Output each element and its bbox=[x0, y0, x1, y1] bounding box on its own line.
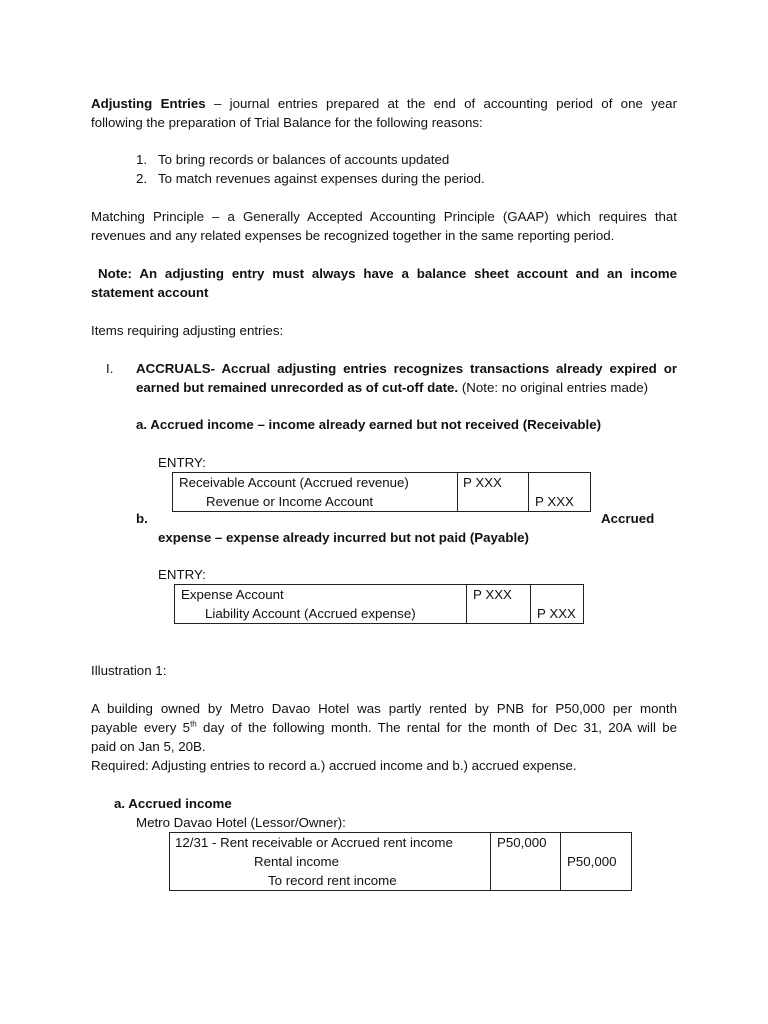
entry-debit-amount: P XXX bbox=[473, 587, 512, 602]
illustration-line-2-start: payable every 5 bbox=[91, 720, 191, 735]
entry-credit-amount: P XXX bbox=[537, 606, 576, 621]
accruals-note: (Note: no original entries made) bbox=[458, 380, 649, 395]
accruals-line-1: ACCRUALS- Accrual adjusting entries recognizes transactions already expired or bbox=[136, 361, 677, 376]
accrued-expense-word: Accrued bbox=[601, 511, 655, 526]
entry-debit-account: Expense Account bbox=[181, 587, 284, 602]
matching-line-2: revenues and any related expenses be recognized together in the same reporting period. bbox=[91, 228, 615, 243]
illustration-line-3: paid on Jan 5, 20B. bbox=[91, 739, 206, 754]
illustration-line-2-end: day of the following month. The rental for the month of Dec 31, 20A will be bbox=[196, 720, 677, 735]
entry-credit-account: Revenue or Income Account bbox=[206, 494, 374, 509]
table-divider bbox=[528, 473, 529, 511]
illustration-line-2 bbox=[91, 718, 677, 737]
entry-credit-account: Rental income bbox=[254, 854, 339, 869]
intro-line-2: following the preparation of Trial Balance for the following reasons: bbox=[91, 115, 483, 130]
table-divider bbox=[457, 473, 458, 511]
reason-num-1: 1. bbox=[136, 152, 148, 167]
entry-explanation: To record rent income bbox=[268, 873, 397, 888]
accruals-line-2 bbox=[136, 378, 648, 397]
entry-debit-account: 12/31 - Rent receivable or Accrued rent income bbox=[175, 835, 453, 850]
entry-credit-account: Liability Account (Accrued expense) bbox=[205, 606, 416, 621]
accrued-income-heading: a. Accrued income – income already earned but not received (Receivable) bbox=[136, 417, 602, 432]
intro-term: Adjusting Entries bbox=[91, 96, 206, 111]
table-divider bbox=[560, 833, 561, 890]
accruals-line-2-bold: earned but remained unrecorded as of cut-off date. bbox=[136, 380, 459, 395]
entry-debit-amount: P XXX bbox=[463, 475, 502, 490]
matching-line-1: Matching Principle – a Generally Accepted Accounting Principle (GAAP) which requires that bbox=[91, 209, 677, 224]
accrued-income-entry-table bbox=[172, 472, 591, 512]
entry-credit-amount: P50,000 bbox=[567, 854, 617, 869]
accrued-expense-letter: b. bbox=[136, 511, 148, 526]
reason-text-2: To match revenues against expenses during the period. bbox=[158, 171, 485, 186]
entry-credit-amount: P XXX bbox=[535, 494, 574, 509]
illustration-required: Required: Adjusting entries to record a.) accrued income and b.) accrued expense. bbox=[91, 758, 577, 773]
accruals-numeral: I. bbox=[106, 361, 114, 376]
entry-debit-amount: P50,000 bbox=[497, 835, 547, 850]
solution-entry-table bbox=[169, 832, 632, 891]
note-line-1: Note: An adjusting entry must always have a balance sheet account and an income bbox=[98, 266, 677, 281]
illustration-title: Illustration 1: bbox=[91, 663, 167, 678]
accrued-expense-heading: expense – expense already incurred but not paid (Payable) bbox=[158, 530, 529, 545]
solution-party: Metro Davao Hotel (Lessor/Owner): bbox=[136, 815, 346, 830]
table-divider bbox=[530, 585, 531, 623]
accrued-expense-entry-label: ENTRY: bbox=[158, 567, 206, 582]
items-heading: Items requiring adjusting entries: bbox=[91, 323, 284, 338]
reason-text-1: To bring records or balances of accounts updated bbox=[158, 152, 450, 167]
intro-definition: – journal entries prepared at the end of accounting period of one year bbox=[205, 96, 678, 111]
table-divider bbox=[490, 833, 491, 890]
ordinal-superscript: th bbox=[190, 719, 197, 729]
reason-num-2: 2. bbox=[136, 171, 148, 186]
note-line-2: statement account bbox=[91, 285, 209, 300]
entry-debit-account: Receivable Account (Accrued revenue) bbox=[179, 475, 409, 490]
intro-line-1 bbox=[91, 94, 677, 113]
solution-heading: a. Accrued income bbox=[114, 796, 232, 811]
accrued-income-entry-label: ENTRY: bbox=[158, 455, 206, 470]
table-divider bbox=[466, 585, 467, 623]
accrued-expense-entry-table bbox=[174, 584, 584, 624]
illustration-line-1: A building owned by Metro Davao Hotel was partly rented by PNB for P50,000 per month bbox=[91, 701, 677, 716]
